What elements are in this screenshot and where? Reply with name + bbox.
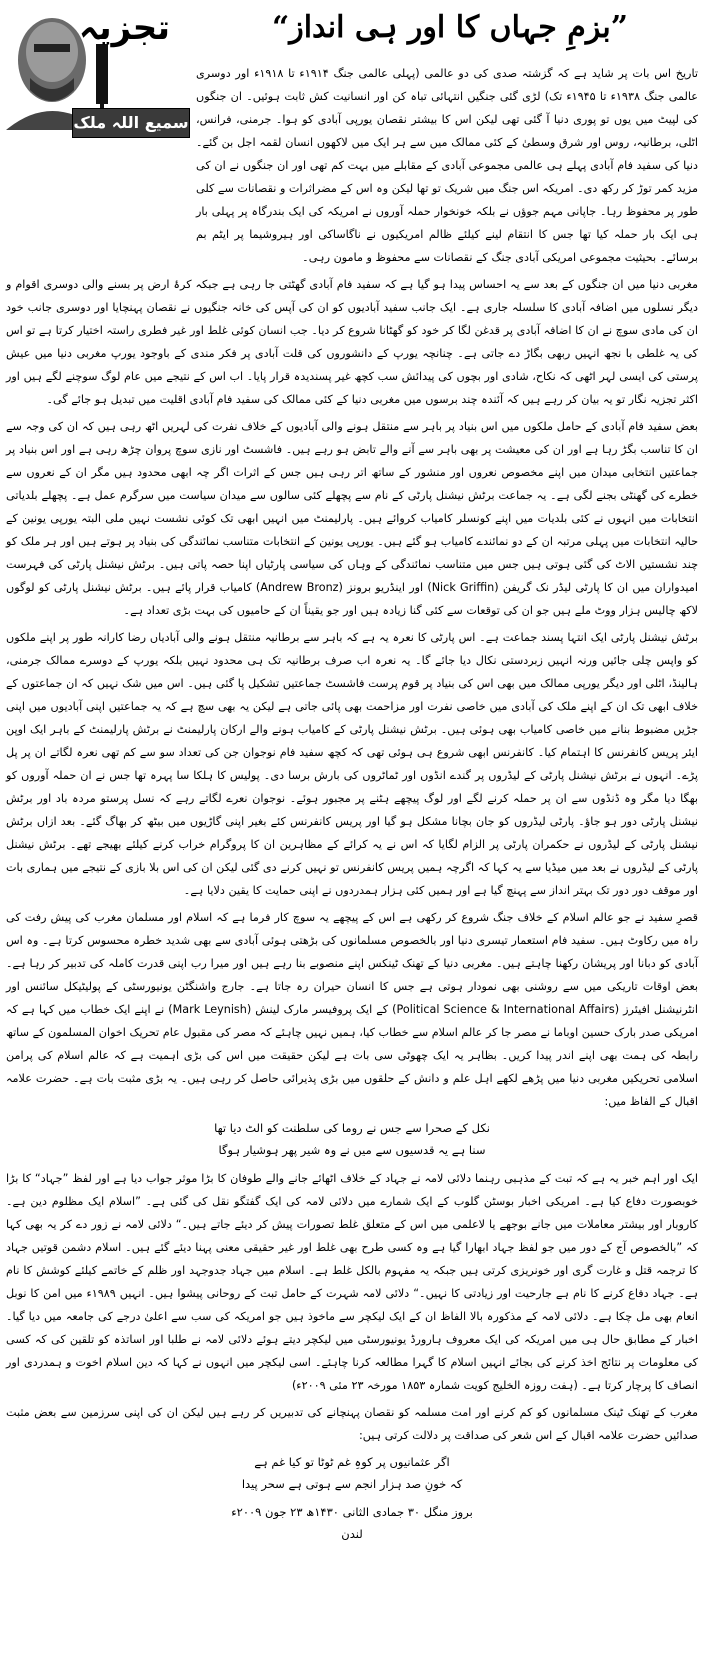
signoff-place: لندن bbox=[341, 1527, 363, 1541]
article-body bbox=[6, 62, 698, 1545]
poem-line: سنا ہے یہ قدسیوں سے میں نے وہ شیر پھر ہوشیار ہوگا bbox=[218, 1143, 486, 1157]
signoff bbox=[6, 1501, 698, 1545]
poem-couplet bbox=[6, 1117, 698, 1161]
poem-line: کہ خونِ صد ہزار انجم سے ہوتی ہے سحر پیدا bbox=[241, 1477, 463, 1491]
paragraph: برٹش نیشنل پارٹی ایک انتہا پسند جماعت ہے۔ اس پارٹی کا نعرہ یہ ہے کہ باہر سے برطانیہ منتقل ہونے والی آبادیاں رضا کارانہ طور پر اپنے ملکوں کو واپس چلی جائیں ورنہ انہیں زبردستی نکال دیا جائے گا۔ یہ نعرہ اب صرف برطانیہ تک ہی محدود نہیں بلکہ یورپ کے دوسرے ممالک جرمنی، ہالینڈ، اٹلی اور دیگر یورپی ممالک میں بھی اس کی بنیاد پر قوم پرست فاشسٹ جماعتیں تشکیل پا گئی ہیں۔ اس میں شک نہیں کہ ان جماعتوں کے خلاف ابھی تک ان کے اپنے ملک کی آبادی میں خاصی نفرت اور مزاحمت بھی پائی جاتی ہے لیکن یہ بھی سچ ہے کہ یہ جماعتیں اپنی آبادیوں میں اپنی جڑیں مضبوط بنانے میں خاصی کامیاب بھی ہوئی ہیں۔ برٹش نیشنل پارٹی کے کامیاب ہونے والے ارکان پارلیمنٹ نے برٹش پارلیمنٹ کے باہر ایک اوپن ایئر پریس کانفرنس کا اہتمام کیا۔ کانفرنس ابھی شروع ہی ہوئی تھی کہ کچھ سفید فام نوجوان جن کی تعداد سو سے کم تھی نعرہ لگاتے ان پر پل پڑے۔ انہوں نے برٹش نیشنل پارٹی کے لیڈروں پر گندے انڈوں اور ٹماٹروں کی بارش برسا دی۔ پولیس کا ہلکا سا پہرہ تھا جس نے ان حملہ آوروں کو بھگا دیا مگر وہ ڈنڈوں سے ان پر حملہ کرنے لگے اور لوگ پیچھے ہٹنے پر مجبور ہوئے۔ نوجوان نعرے لگاتے رہے کہ نسل پرستو مردہ باد اور برٹش نیشنل پارٹی دور ہو جاؤ۔ پارٹی لیڈروں کو جان بچانا مشکل ہو گیا اور پریس کانفرنس کئے بغیر اپنی گاڑیوں میں بیٹھ کر بھاگ گئے۔ بعد ازاں برٹش نیشنل پارٹی کے لیڈروں نے حکمران پارٹی پر الزام لگایا کہ اس نے یہ کرائے کے مظاہرین ان کا پروگرام خراب کرنے کیلئے بھیجے تھے۔ برٹش نیشنل پارٹی کے لیڈروں نے بعد میں میڈیا سے یہ کہا کہ اگرچہ ہمیں پریس کانفرنس تو نہیں کرنے دی گئی لیکن ان کی اس بلا بازی کے نتیجے میں ہماری بات اور موقف دور دور تک بہتر انداز سے پہنچ گیا ہے اور ہمیں کئی ہزار ہمدردوں نے اپنی حمایت کا یقین دلایا ہے۔ bbox=[6, 631, 698, 897]
paragraph: تاریخ اس بات پر شاید ہے کہ گزشتہ صدی کی دو عالمی (پہلی عالمی جنگ ۱۹۱۴ء تا ۱۹۱۸ء اور دوسری عالمی جنگ ۱۹۳۸ء تا ۱۹۴۵ء تک) لڑی گئی جنگیں انتہائی تباہ کن اور انسانیت کش ثابت ہوئیں۔ ان جنگوں کی لپیٹ میں یوں تو پوری دنیا آ گئی تھی لیکن اس کا بیشتر نقصان یورپی آبادی کو ہوا۔ جرمنی، فرانس، اٹلی، برطانیہ، روس اور شرق وسطیٰ کے کئی ممالک میں سے ہر ایک میں لاکھوں انسان لقمہ اجل بن گئے۔ دنیا کی سفید فام آبادی پہلے ہی عالمی مجموعی آبادی کے مقابلے میں بہت کم تھی اور ان جنگوں نے ان کی مزید کمر توڑ کر رکھ دی۔ امریکہ اس جنگ میں شریک تو تھا لیکن وہ اس کے مضراثرات و نقصانات سے کلی طور پر محفوظ رہا۔ جاپانی مہم جوؤں نے بلکہ خونخوار حملہ آوروں نے امریکہ کی ایک بندرگاہ پر پہلی بار ہی ایک بار حملہ کیا تھا جس کا انتقام لینے کیلئے ظالم امریکیوں نے ناگاساکی اور ہیروشیما پر ایٹم بم برسائے۔ بحیثیت مجموعی امریکی آبادی جنگ کے نقصانات سے محفوظ و مامون رہی۔ bbox=[196, 67, 698, 264]
poem-line: اگر عثمانیوں پر کوہِ غم ٹوٹا تو کیا غم ہے bbox=[254, 1455, 450, 1469]
paragraph: بعض سفید فام آبادی کے حامل ملکوں میں اس بنیاد پر باہر سے منتقل ہونے والی آبادیوں کے خلاف نفرت کی لہریں اٹھ رہی ہیں کہ ان کی وجہ سے ان کا تناسب بگڑ رہا ہے اور ان کی معیشت پر بھی باہر سے آنے والے تابض ہو رہے ہیں۔ فاشسٹ اور نازی سوچ پروان چڑھ رہی ہے اور اس بنیاد پر جماعتیں انتخابی میدان میں اپنے مخصوص نعروں اور منشور کے ساتھ اتر رہی ہیں جس کے اثرات اگر چہ ابھی محدود ہیں مگر ان کے نعروں سے خطرے کی گھنٹی بجنے لگی ہے۔ یہ جماعت برٹش نیشنل پارٹی کے نام سے پچھلے کئی سالوں سے میدان سیاست میں سرگرم عمل ہے۔ پچھلے بلدیاتی انتخابات میں انہوں نے کئی بلدیات میں اپنے کونسلر کامیاب کروائے ہیں۔ پارلیمنٹ میں انہیں ابھی تک کوئی نشست نہیں ملی البتہ یورپی یونین کے حالیہ انتخابات میں پہلی مرتبہ ان کے دو نمائندے کامیاب ہو گئے ہیں۔ یورپی یونین کے انتخابات متناسب نمائندگی کی بنیاد پر ہوتے ہیں اور ہر ملک کو چند نشستیں الاٹ کی گئی ہوتی ہیں جس میں متناسب نمائندگی کے وہاں کی سیاسی پارٹیاں اپنا حصہ پاتی ہیں۔ برٹش نیشنل پارٹی کی فہرست امیدواران میں ان کا پارٹی لیڈر نک گریفن (Nick Griffin) اور اینڈریو برونز (Andrew Bronz) کامیاب قرار پائے ہیں۔ برٹش نیشنل پارٹی کو لوگوں لاکھ چالیس ہزار ووٹ ملے ہیں جو ان کی توقعات سے کئی گنا زیادہ ہیں اور جو یقیناً ان کے حامیوں کی بہت بڑی تعداد ہے۔ bbox=[6, 420, 698, 617]
author-byline: سمیع اللہ ملک bbox=[72, 108, 190, 138]
poem-couplet bbox=[6, 1451, 698, 1495]
poem-line: نکل کے صحرا سے جس نے روما کی سلطنت کو الٹ دیا تھا bbox=[214, 1121, 490, 1135]
paragraph: مغرب کے تھنک ٹینک مسلمانوں کو کم کرنے اور امت مسلمہ کو نقصان پہنچانے کی تدبیریں کر رہے ہیں لیکن ان کی اپنی سرزمین سے بعض مثبت صدائیں حضرت علامہ اقبال کے اس شعر کی صداقت پر دلالت کرتی ہیں: bbox=[6, 1406, 698, 1442]
paragraph: ایک اور اہم خبر یہ ہے کہ تبت کے مذہبی رہنما دلائی لامہ نے جہاد کے خلاف اٹھائے جانے والے طوفان کا بڑا موثر جواب دیا ہے اور لفظ ”جہاد“ کا بڑا خوبصورت دفاع کیا ہے۔ امریکی اخبار بوسٹن گلوب کے ایک شمارے میں دلائی لامہ کی ایک گفتگو نقل کی گئی ہے۔ ”اسلام ایک مظلوم دین ہے۔ کاروبار اور بیشتر معاملات میں جانے بوجھے یا لاعلمی میں اس کے متعلق غلط تصورات پیش کر دیئے جاتے ہیں۔“ دلائی لامہ نے زور دے کر یہ بھی کہا کہ ”بالخصوص آج کے دور میں جو لفظ جہاد ابھارا گیا ہے وہ کسی طرح بھی غلط اور غیر حقیقی معنی پہنا دیئے گئے ہیں۔ اسلام دشمن قوتیں جہاد کا ترجمہ قتل و غارت گری اور خونریزی کرتی ہیں جبکہ یہ مفہوم بالکل غلط ہے۔ اسلام میں جہاد جدوجہد اور ظلم کے خاتمے کیلئے کوشش کا نام ہے۔ جہاد دفاع کرنے کا نام ہے جارحیت اور زیادتی کا نہیں۔“ دلائی لامہ شہرت کے حامل تبت کے روحانی پیشوا ہیں۔ انہیں ۱۹۸۹ء میں امن کا نوبل انعام بھی مل چکا ہے۔ دلائی لامہ کے مذکورہ بالا الفاظ ان کے ایک لیکچر سے ماخوذ ہیں جو امریکہ کی سب سے اعلیٰ درجے کی جامعہ میں دیا گیا۔ اخبار کے مطابق حال ہی میں امریکہ کی ایک معروف ہارورڈ یونیورسٹی میں لیکچر دیتے ہوئے دلائی لامہ نے طلبا اور اساتذہ کو تلقین کی کہ کسی کی معلومات پر نتائج اخذ کرنے کی بجائے انہیں اسلام کا گہرا مطالعہ کرنا چاہئے۔ اسی لیکچر میں انہوں نے کہا کہ دین اسلام اخوت و ہمدردی اور انصاف کا پرچار کرتا ہے۔ (ہفت روزہ الخلیج کویت شمارہ ۱۸۵۳ مورخہ ۲۳ مئی ۲۰۰۹ء) bbox=[6, 1172, 698, 1392]
paragraph: مغربی دنیا میں ان جنگوں کے بعد سے یہ احساس پیدا ہو گیا ہے کہ سفید فام آبادی گھٹتی جا رہی ہے جبکہ کرۂ ارض پر بسنے والی دوسری اقوام و دیگر نسلوں میں اضافہ آبادی کا سلسلہ جاری ہے۔ ایک جانب سفید آبادیوں کو ان کی آپس کی خانہ جنگیوں نے نقصان پہنچایا اور دوسری جانب خود ان کی مادی سوچ نے ان کا اضافہ آبادی پر قدغن لگا کر خود کو گھٹانا شروع کر دیا۔ جب انسان کوئی غلط اور غیر فطری راستہ اختیار کرتا ہے تو اس کی یہ غلطی با نجھ انہیں ربھی بگاڑ دے جاتی ہے۔ چنانچہ یورپ کے دانشوروں کی قلت آبادی پر فکر مندی کے باوجود یورپ مغربی دنیا میں عیش پرستی کی ایسی لہر اٹھی کہ نکاح، شادی اور بچوں کی پیدائش سب کچھ غیر پسندیدہ قرار پایا۔ اب اس کے نتیجے میں عام لوگ سوچنے لگے ہیں اور اکثر تجزیہ نگار تو یہ بیان کر رہے ہیں کہ آئندہ چند برسوں میں مغربی دنیا کے کئی ممالک کی سفید فام آبادی اقلیت میں تبدیل ہو جائے گی۔ bbox=[6, 278, 698, 406]
paragraph: قصرِ سفید نے جو عالم اسلام کے خلاف جنگ شروع کر رکھی ہے اس کے پیچھے یہ سوچ کار فرما ہے کہ اسلام اور مسلمان مغرب کی پیش رفت کی راہ میں رکاوٹ ہیں۔ سفید فام استعمار تیسری دنیا اور بالخصوص مسلمانوں کی بڑھتی ہوئی آبادی سے بھی شدید خطرہ محسوس کرتا ہے۔ وہ اس آبادی کو دبانا اور پریشان رکھنا چاہتے ہیں۔ مغربی دنیا کے تھنک ٹینکس اپنے منصوبے بنا رہے ہیں اور میرا رب اپنی قدرت کاملہ کی تدبیر کر رہا ہے۔ بعض اوقات تاریکی میں سے روشنی بھی نمودار ہوتی ہے جس کا انسان حیران رہ جاتا ہے۔ جارج واشنگٹن یونیورسٹی کے پولیٹیکل سائنس اور انٹرنیشنل افیئرز (Political Science & International Affairs) کے ایک پروفیسر مارک لینش (Mark Leynish) نے اپنے ایک خطاب میں کہا ہے کہ امریکی صدر بارک حسین اوباما نے مصر جا کر عالم اسلام سے خطاب کیا، ہمیں نہیں چاہئے کہ مصر کی مقبول عام تحریک اخوان المسلمون کے ساتھ رابطہ کی ہمت بھی اپنے اندر پیدا کریں۔ بظاہر یہ ایک چھوٹی سی بات ہے لیکن حقیقت میں اس کی بڑی اہمیت ہے کہ عالم اسلام کی پرامن اسلامی تحریکیں مغربی دنیا میں پڑھے لکھے اہل علم و دانش کے حلقوں میں بڑی پذیرائی حاصل کر رہی ہیں۔ یہ بڑی مثبت بات ہے۔ حضرت علامہ اقبال کے الفاظ میں: bbox=[6, 911, 698, 1108]
signoff-date: بروز منگل ۳۰ جمادی الثانی ۱۴۳۰ھ ۲۳ جون ۲۰۰۹ء bbox=[231, 1505, 473, 1519]
column-tag: تجزیہ bbox=[78, 8, 170, 48]
headline: ”بزمِ جہاں کا اور ہی انداز“ bbox=[271, 10, 629, 45]
